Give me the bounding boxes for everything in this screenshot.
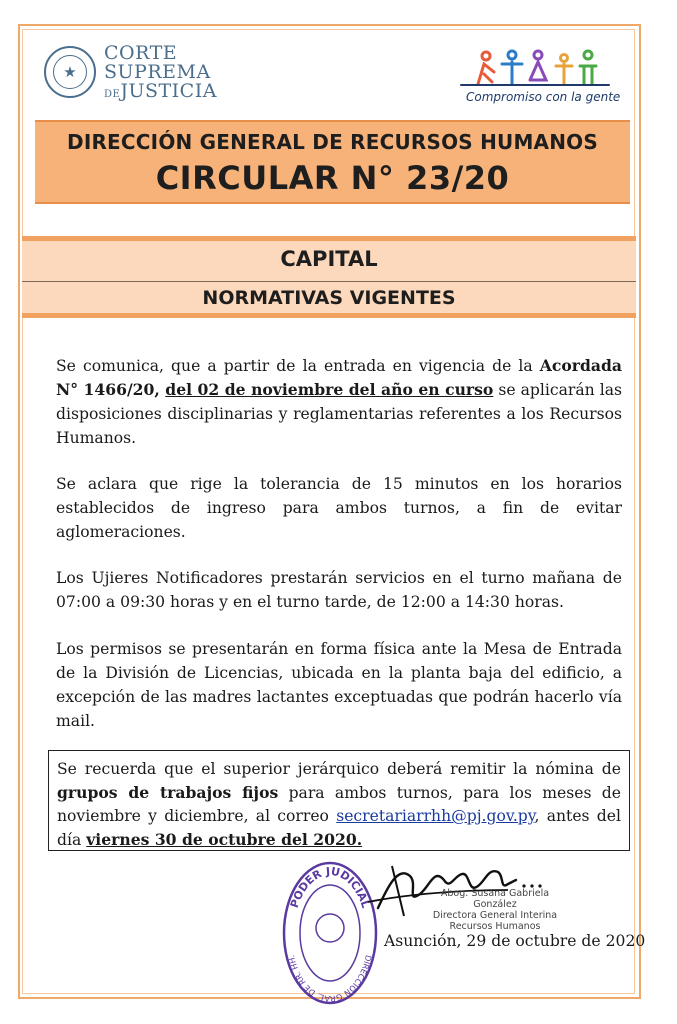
region-title: CAPITAL — [280, 247, 378, 271]
subtitle-banner — [22, 236, 636, 318]
department-title: DIRECCIÓN GENERAL DE RECURSOS HUMANOS — [67, 130, 598, 154]
circular-number: CIRCULAR N° 23/20 — [155, 159, 510, 197]
logo-line-suprema: SUPREMA — [104, 61, 211, 83]
banner-divider — [22, 281, 636, 282]
deadline-date: viernes 30 de octubre del 2020. — [86, 830, 363, 849]
reminder-box: Se recuerda que el superior jerárquico deberá remitir la nómina de grupos de trabajos fijos para ambos turnos, para los meses de noviembre y diciembre, al correo secretariarrhh@pj.gov.py, antes del día viernes 30 de octubre del 2020. — [48, 750, 630, 851]
effective-date: del 02 de noviembre del año en curso — [165, 380, 494, 399]
paragraph-3: Los Ujieres Notificadores prestarán servicios en el turno mañana de 07:00 a 09:30 horas y en el turno tarde, de 12:00 a 14:30 horas. — [56, 569, 622, 611]
paragraph-4: Los permisos se presentarán en forma física ante la Mesa de Entrada de la División de Licencias, ubicada en la planta baja del edificio, a excepción de las madres lactantes exceptuadas que podrán hacerlo vía mail. — [56, 640, 622, 730]
svg-text:DIRECCIÓN GRAL. DE RR. HH. — [287, 954, 373, 1003]
acordada-reference: Acordada N° 1466/20 — [56, 356, 622, 399]
people-figures-icon — [472, 48, 602, 86]
corte-suprema-logo — [44, 44, 244, 104]
signatory-role: Directora General Interina — [432, 910, 558, 921]
logo-underline — [460, 84, 610, 86]
document-date: Asunción, 29 de octubre de 2020 — [384, 932, 646, 950]
stamp-bottom-text: DIRECCIÓN GRAL. DE RR. HH. — [287, 954, 373, 1004]
section-title: NORMATIVAS VIGENTES — [202, 287, 456, 309]
stamp-top-text: PODER JUDICIAL — [287, 864, 373, 910]
paragraph-2: Se aclara que rige la tolerancia de 15 minutos en los horarios establecidos de ingreso para ambos turnos, a fin de evitar aglomeraciones. — [56, 475, 622, 541]
logo-tagline: Compromiso con la gente — [466, 90, 621, 104]
paraguay-seal-icon: ★ — [44, 46, 96, 98]
logo-line-justicia: JUSTICIA — [120, 80, 217, 102]
compromiso-logo — [460, 48, 620, 110]
logo-prefix-de: DE — [104, 89, 121, 100]
signatory-block — [420, 888, 570, 932]
title-banner — [35, 120, 630, 204]
logo-line-corte: CORTE — [104, 42, 178, 64]
signatory-name: Abog. Susana Gabriela González — [440, 888, 550, 910]
work-groups-emphasis: grupos de trabajos fijos — [57, 783, 279, 802]
signatory-department: Recursos Humanos — [449, 921, 541, 932]
paragraph-1: Se comunica, que a partir de la entrada en vigencia de la Acordada N° 1466/20, del 02 de noviembre del año en curso se aplicarán las disposiciones disciplinarias y reglamentarias referentes a los Recursos Humanos. — [56, 356, 623, 447]
email-link[interactable]: secretariarrhh@pj.gov.py — [336, 807, 535, 825]
